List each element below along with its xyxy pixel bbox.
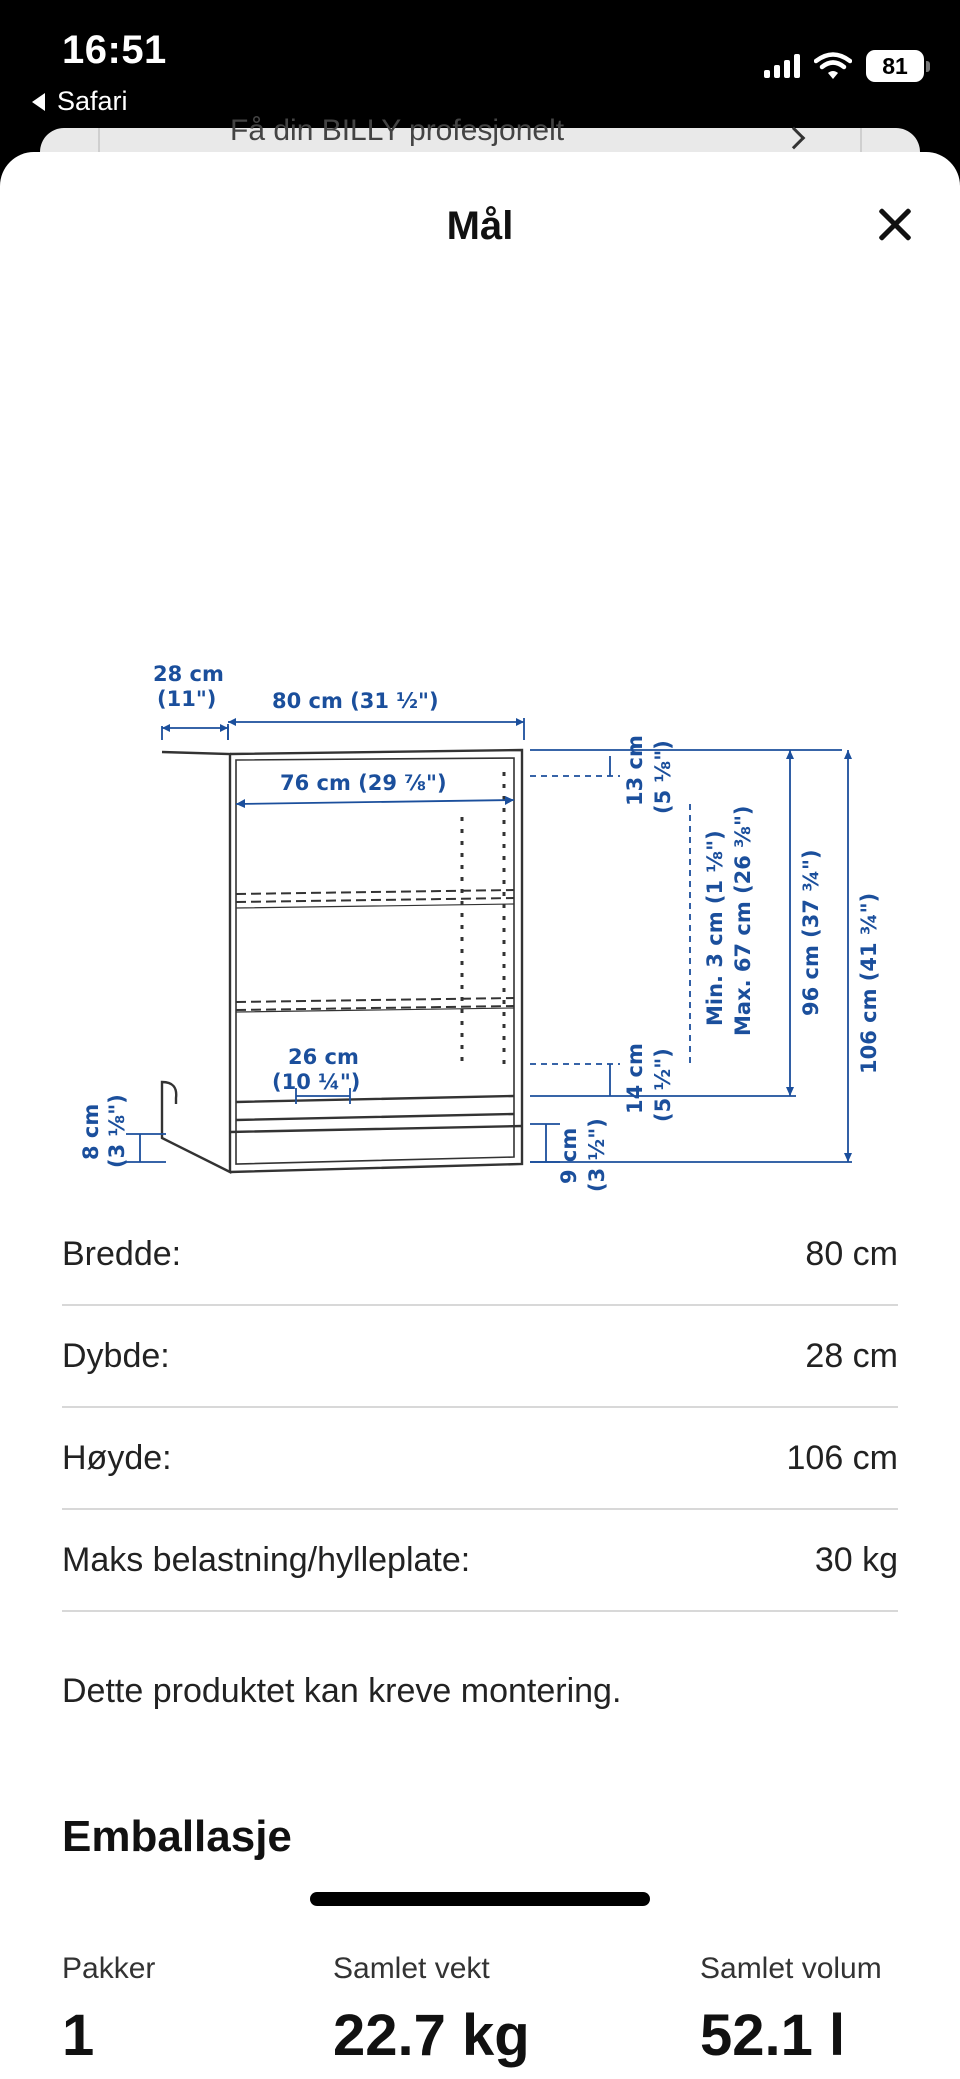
label-side-cut: 8 cm (79, 1103, 103, 1160)
background-banner-text: Få din BILLY profesjonelt (230, 114, 565, 147)
spec-row (62, 1204, 898, 1306)
battery-level: 81 (866, 50, 924, 82)
label-plinth-in: (3 ½") (585, 1118, 609, 1192)
label-side-cut-in: (3 ⅛") (105, 1094, 129, 1168)
spec-table (62, 1204, 898, 1612)
dimension-diagram (0, 492, 960, 1212)
packaging-title: Emballasje (62, 1812, 292, 1861)
spec-row (62, 1510, 898, 1612)
label-bottom-gap: 14 cm (623, 1043, 647, 1114)
spec-value: 80 cm (805, 1234, 898, 1273)
status-time: 16:51 (62, 28, 167, 72)
label-adjust-min: Min. 3 cm (1 ⅛") (703, 830, 727, 1026)
wifi-icon (814, 52, 852, 80)
strike-mark (310, 1892, 650, 1906)
spec-label: Dybde: (62, 1336, 170, 1375)
weight-value: 22.7 kg (333, 2003, 530, 2068)
label-depth: 28 cm (153, 662, 224, 686)
label-height: 106 cm (41 ¾") (857, 892, 881, 1074)
label-adjust-max: Max. 67 cm (26 ⅜") (731, 805, 755, 1036)
label-bottom-gap-in: (5 ½") (651, 1048, 675, 1122)
cellular-signal-icon (764, 54, 800, 78)
weight-label: Samlet vekt (333, 1952, 490, 1985)
volume-label: Samlet volum (700, 1952, 882, 1985)
spec-label: Høyde: (62, 1438, 172, 1477)
back-app-label: Safari (57, 86, 128, 116)
close-button[interactable] (870, 200, 920, 250)
spec-value: 30 kg (814, 1540, 898, 1579)
battery-icon (866, 50, 930, 82)
label-inner-width: 76 cm (29 ⅞") (280, 771, 447, 795)
sheet-title: Mål (446, 204, 514, 248)
packages-value: 1 (62, 2003, 95, 2068)
dimensions-sheet (0, 152, 960, 2079)
label-inner-height: 96 cm (37 ¾") (799, 849, 823, 1016)
spec-row (62, 1306, 898, 1408)
label-shelf-depth: 26 cm (288, 1045, 359, 1069)
label-depth-in: (11") (157, 687, 217, 711)
back-to-safari[interactable] (32, 86, 128, 117)
label-top-gap-in: (5 ⅛") (651, 740, 675, 814)
label-shelf-depth-in: (10 ¼") (272, 1070, 361, 1094)
label-width: 80 cm (31 ½") (272, 689, 439, 713)
label-plinth: 9 cm (557, 1127, 581, 1184)
back-arrow-icon (32, 93, 45, 111)
packages-label: Pakker (62, 1952, 156, 1985)
status-icons (764, 50, 930, 82)
spec-value: 28 cm (805, 1336, 898, 1375)
spec-row (62, 1408, 898, 1510)
spec-value: 106 cm (786, 1438, 898, 1477)
label-top-gap: 13 cm (623, 735, 647, 806)
spec-label: Bredde: (62, 1234, 182, 1273)
spec-label: Maks belastning/hylleplate: (62, 1540, 471, 1579)
volume-value: 52.1 l (700, 2003, 846, 2068)
assembly-note: Dette produktet kan kreve montering. (62, 1672, 622, 1710)
